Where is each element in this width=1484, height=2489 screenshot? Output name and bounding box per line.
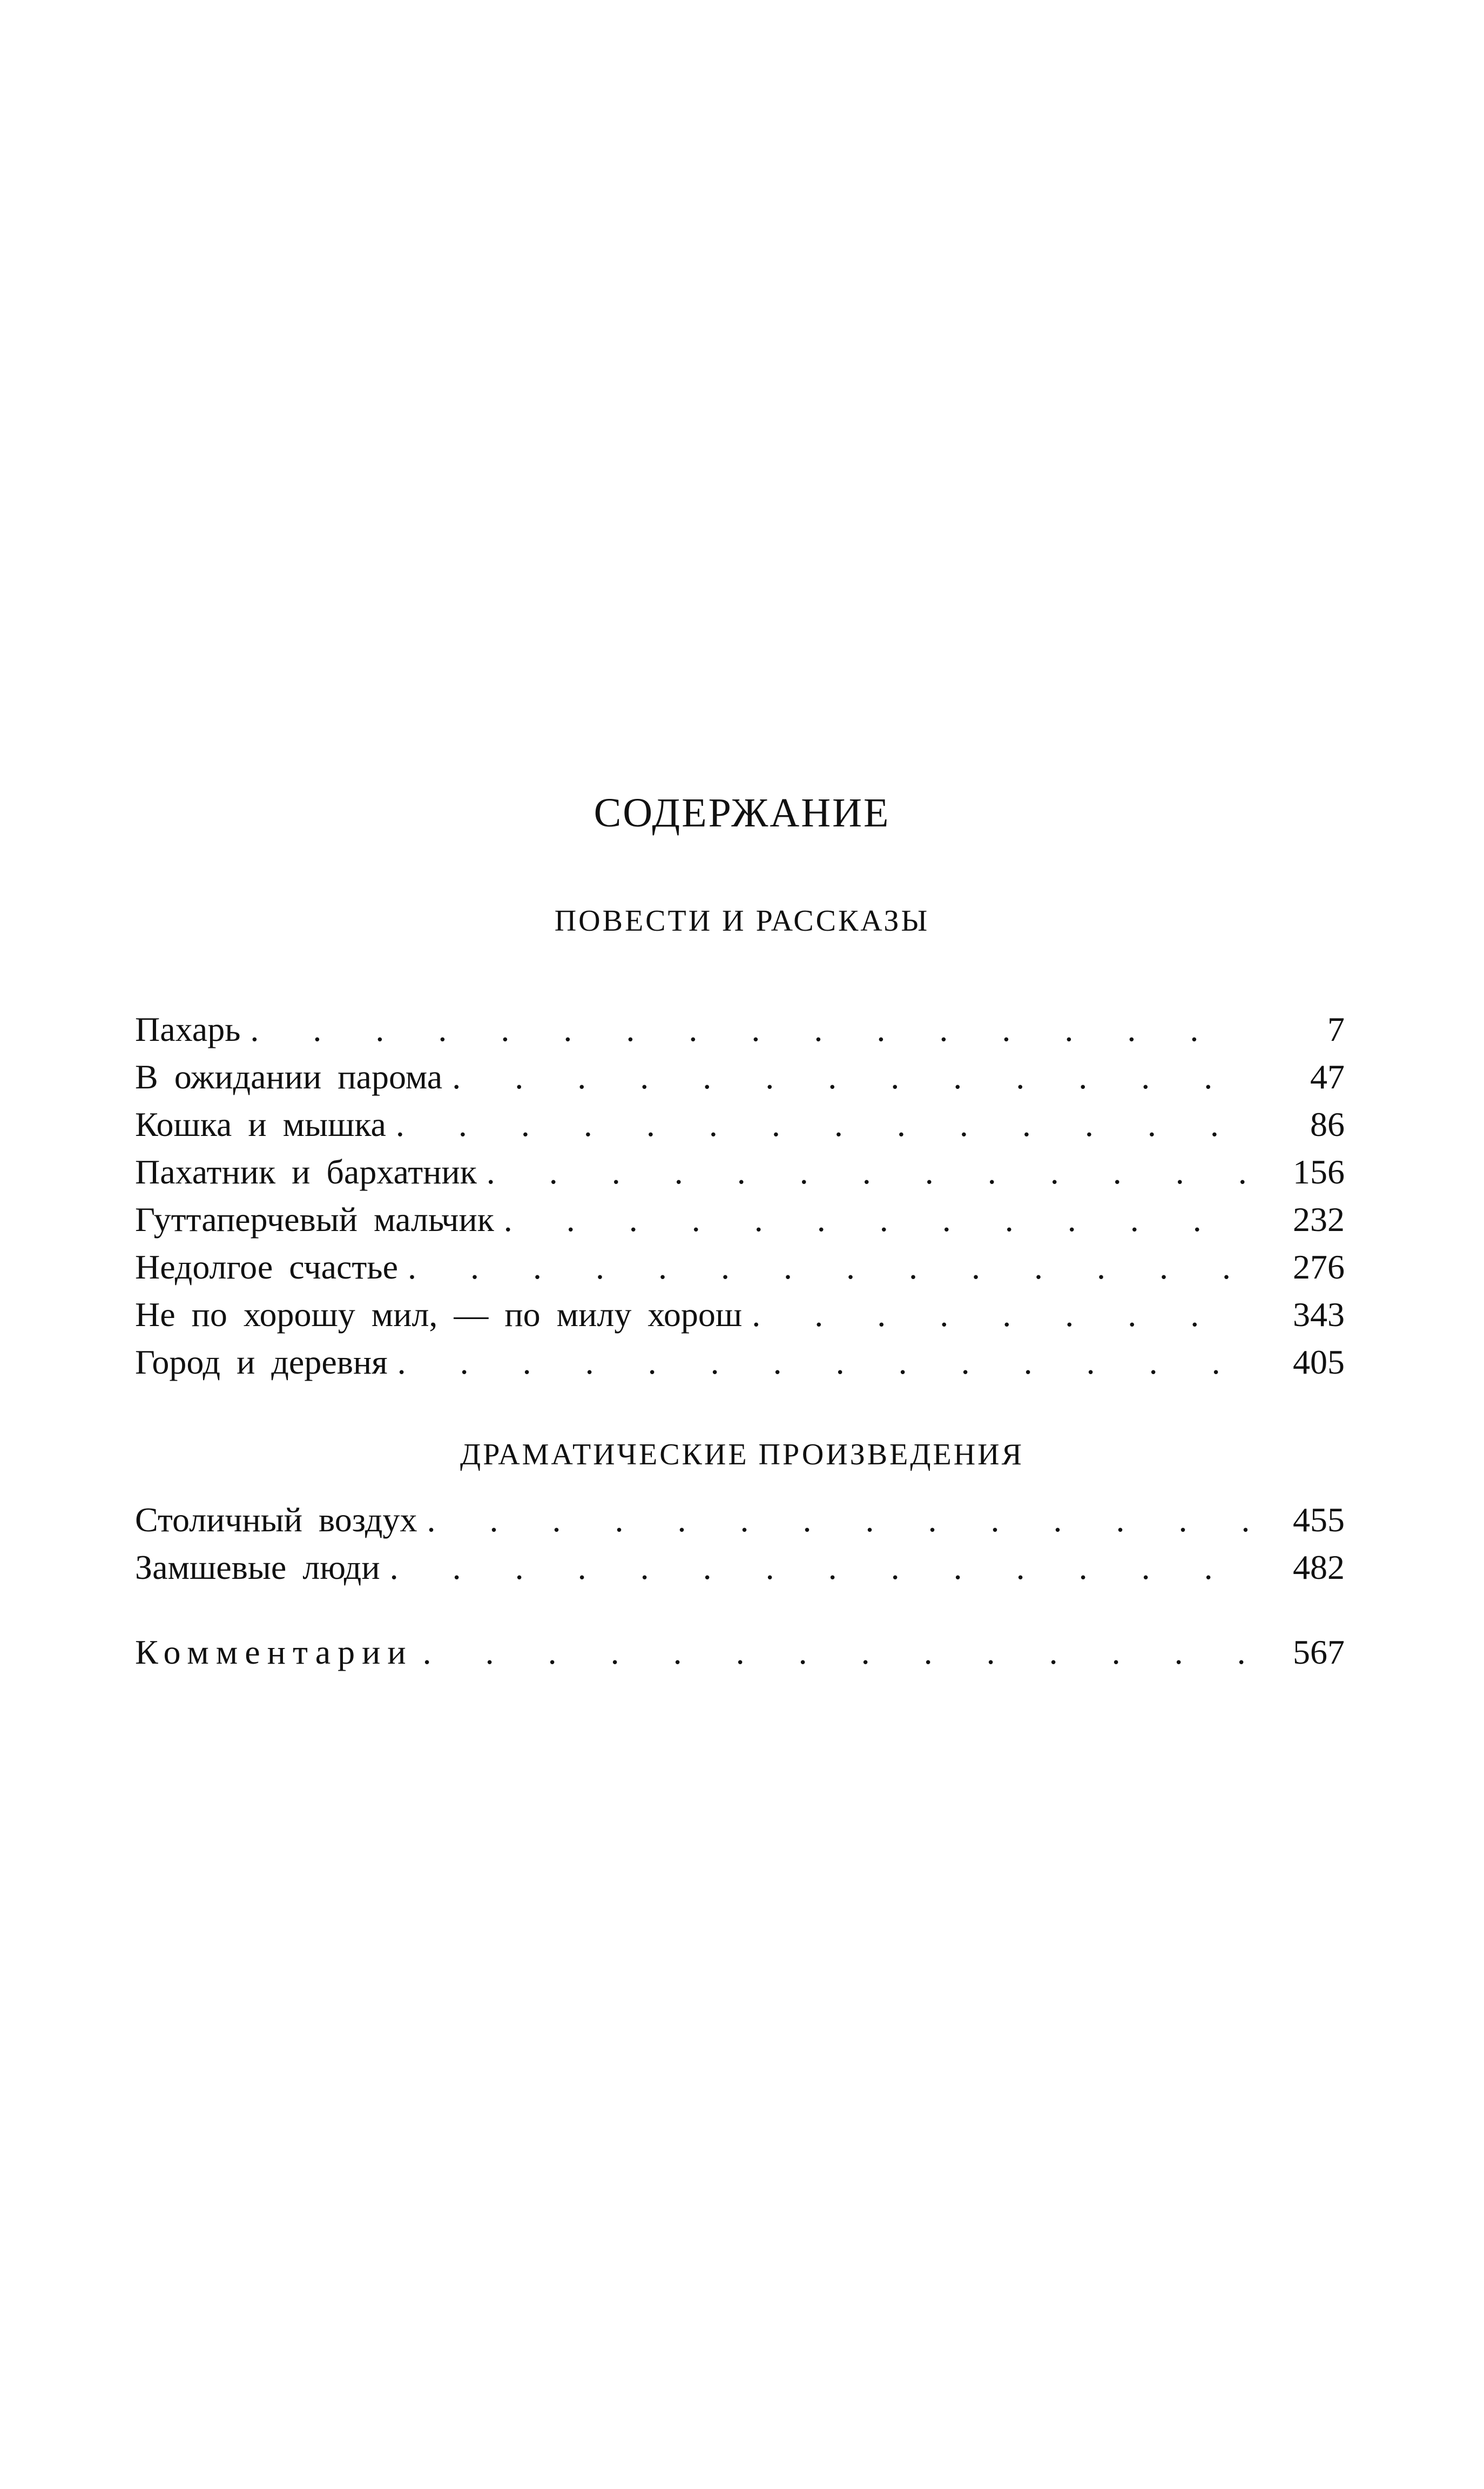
toc-entry-page: 405	[1293, 1343, 1345, 1381]
toc-entry[interactable]	[135, 1053, 1345, 1101]
toc-entry-page: 482	[1293, 1548, 1345, 1586]
dot-leader	[398, 1243, 1247, 1291]
dot-leader	[413, 1629, 1247, 1676]
dot-leader	[240, 1006, 1247, 1053]
toc-entry-page: 86	[1310, 1105, 1345, 1143]
dot-leader	[742, 1291, 1247, 1338]
toc-entry-page: 567	[1293, 1633, 1345, 1671]
toc-entry[interactable]	[135, 1148, 1345, 1196]
toc-list-stories	[135, 1006, 1345, 1386]
dot-leader	[388, 1338, 1247, 1386]
toc-entry-page: 47	[1310, 1058, 1345, 1096]
toc-list-dramas	[135, 1496, 1345, 1591]
toc-entry-page: 276	[1293, 1248, 1345, 1286]
toc-entry-title: Замшевые люди	[135, 1548, 380, 1586]
toc-entry-page: 7	[1327, 1010, 1345, 1048]
toc-list-appendix	[135, 1629, 1345, 1676]
toc-entry-title: Столичный воздух	[135, 1501, 417, 1539]
toc-entry[interactable]	[135, 1291, 1345, 1338]
dot-leader	[386, 1101, 1247, 1148]
dot-leader	[494, 1196, 1247, 1243]
toc-entry-page: 343	[1293, 1295, 1345, 1334]
toc-entry[interactable]	[135, 1496, 1345, 1544]
toc-entry-commentary[interactable]	[135, 1629, 1345, 1676]
toc-entry-title: Пахатник и бархатник	[135, 1153, 477, 1191]
toc-entry-page: 232	[1293, 1200, 1345, 1239]
toc-entry[interactable]	[135, 1243, 1345, 1291]
toc-entry-title: Город и деревня	[135, 1343, 388, 1381]
toc-entry-page: 455	[1293, 1501, 1345, 1539]
toc-entry-title: Кошка и мышка	[135, 1105, 386, 1143]
toc-entry[interactable]	[135, 1544, 1345, 1591]
page-title: СОДЕРЖАНИЕ	[593, 790, 891, 836]
toc-entry[interactable]	[135, 1006, 1345, 1053]
toc-entry-title: Пахарь	[135, 1010, 241, 1048]
toc-entry[interactable]	[135, 1101, 1345, 1148]
toc-entry-page: 156	[1293, 1153, 1345, 1191]
dot-leader	[380, 1544, 1247, 1591]
toc-entry[interactable]	[135, 1338, 1345, 1386]
toc-entry[interactable]	[135, 1196, 1345, 1243]
dot-leader	[477, 1148, 1247, 1196]
toc-entry-title: Гуттаперчевый мальчик	[135, 1200, 494, 1239]
toc-entry-title: Комментарии	[135, 1633, 413, 1671]
toc-entry-title: Недолгое счастье	[135, 1248, 398, 1286]
section-heading-dramas: ДРАМАТИЧЕСКИЕ ПРОИЗВЕДЕНИЯ	[460, 1438, 1024, 1471]
dot-leader	[417, 1496, 1247, 1544]
toc-entry-title: В ожидании парома	[135, 1058, 443, 1096]
dot-leader	[442, 1053, 1247, 1101]
toc-entry-title: Не по хорошу мил, — по милу хорош	[135, 1295, 743, 1334]
section-heading-stories: ПОВЕСТИ И РАССКАЗЫ	[554, 904, 930, 938]
